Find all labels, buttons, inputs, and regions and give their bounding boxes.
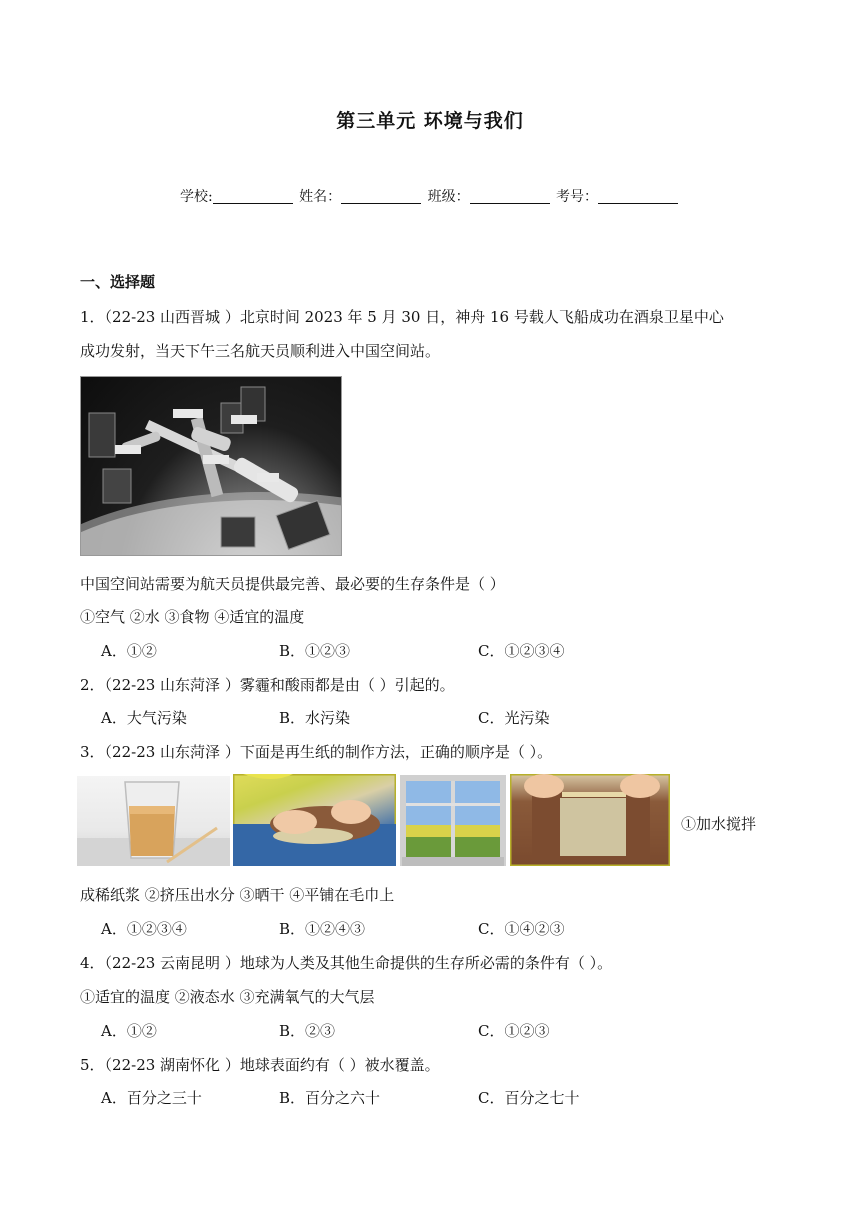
q4-option-b[interactable]: B．②③ [279,1022,336,1040]
q2-option-b[interactable]: B．水污染 [279,709,351,727]
q3-line2: 成稀纸浆 ②挤压出水分 ③晒干 ④平铺在毛巾上 [80,886,395,904]
squeezing-pulp-image [233,774,396,866]
space-station-image [80,376,342,556]
window-drying-image [400,775,506,866]
cup-with-pulp-image [77,776,230,866]
q1-line1: 1．（22-23 山西晋城 ）北京时间 2023 年 5 月 30 日，神舟 16 号载人飞船成功在酒泉卫星中心 [80,308,724,326]
school-blank[interactable] [213,189,293,204]
q1-option-c[interactable]: C．①②③④ [478,642,565,660]
q3-option-c[interactable]: C．①④②③ [478,920,565,938]
q3-option-a[interactable]: A．①②③④ [101,920,187,938]
q5-option-b[interactable]: B．百分之六十 [279,1089,381,1107]
exam-no-blank[interactable] [598,189,678,204]
q2-line1: 2．（22-23 山东菏泽 ）雾霾和酸雨都是由（ ）引起的。 [80,676,455,694]
exam-no-label: 考号： [556,189,599,205]
q3-option-b[interactable]: B．①②④③ [279,920,366,938]
q2-option-c[interactable]: C．光污染 [478,709,550,727]
q5-line1: 5．（22-23 湖南怀化 ）地球表面约有（ ）被水覆盖。 [80,1056,440,1074]
q1-option-a[interactable]: A．①② [101,642,157,660]
class-blank[interactable] [470,189,550,204]
q1-stem: 中国空间站需要为航天员提供最完善、最必要的生存条件是（ ） [80,575,505,593]
section-heading: 一、选择题 [80,273,156,291]
q4-line1: 4．（22-23 云南昆明 ）地球为人类及其他生命提供的生存所必需的条件有（ ）。 [80,954,613,972]
class-label: 班级： [427,189,470,205]
q5-option-c[interactable]: C．百分之七十 [478,1089,580,1107]
student-info-line [0,186,860,206]
towel-flattening-image [510,774,670,866]
q1-option-b[interactable]: B．①②③ [279,642,351,660]
q2-option-a[interactable]: A．大气污染 [101,709,187,727]
q1-line2: 成功发射，当天下午三名航天员顺利进入中国空间站。 [80,342,441,360]
q4-option-c[interactable]: C．①②③ [478,1022,550,1040]
school-label: 学校: [179,189,213,205]
q3-step1-text: ①加水搅拌 [681,815,757,833]
q4-option-a[interactable]: A．①② [101,1022,157,1040]
name-blank[interactable] [341,189,421,204]
q4-items: ①适宜的温度 ②液态水 ③充满氧气的大气层 [80,988,375,1006]
q5-option-a[interactable]: A．百分之三十 [101,1089,202,1107]
page-title: 第三单元 环境与我们 [336,110,524,132]
name-label: 姓名： [299,189,342,205]
q3-line1: 3．（22-23 山东菏泽 ）下面是再生纸的制作方法，正确的顺序是（ ）。 [80,743,553,761]
q1-items: ①空气 ②水 ③食物 ④适宜的温度 [80,608,305,626]
